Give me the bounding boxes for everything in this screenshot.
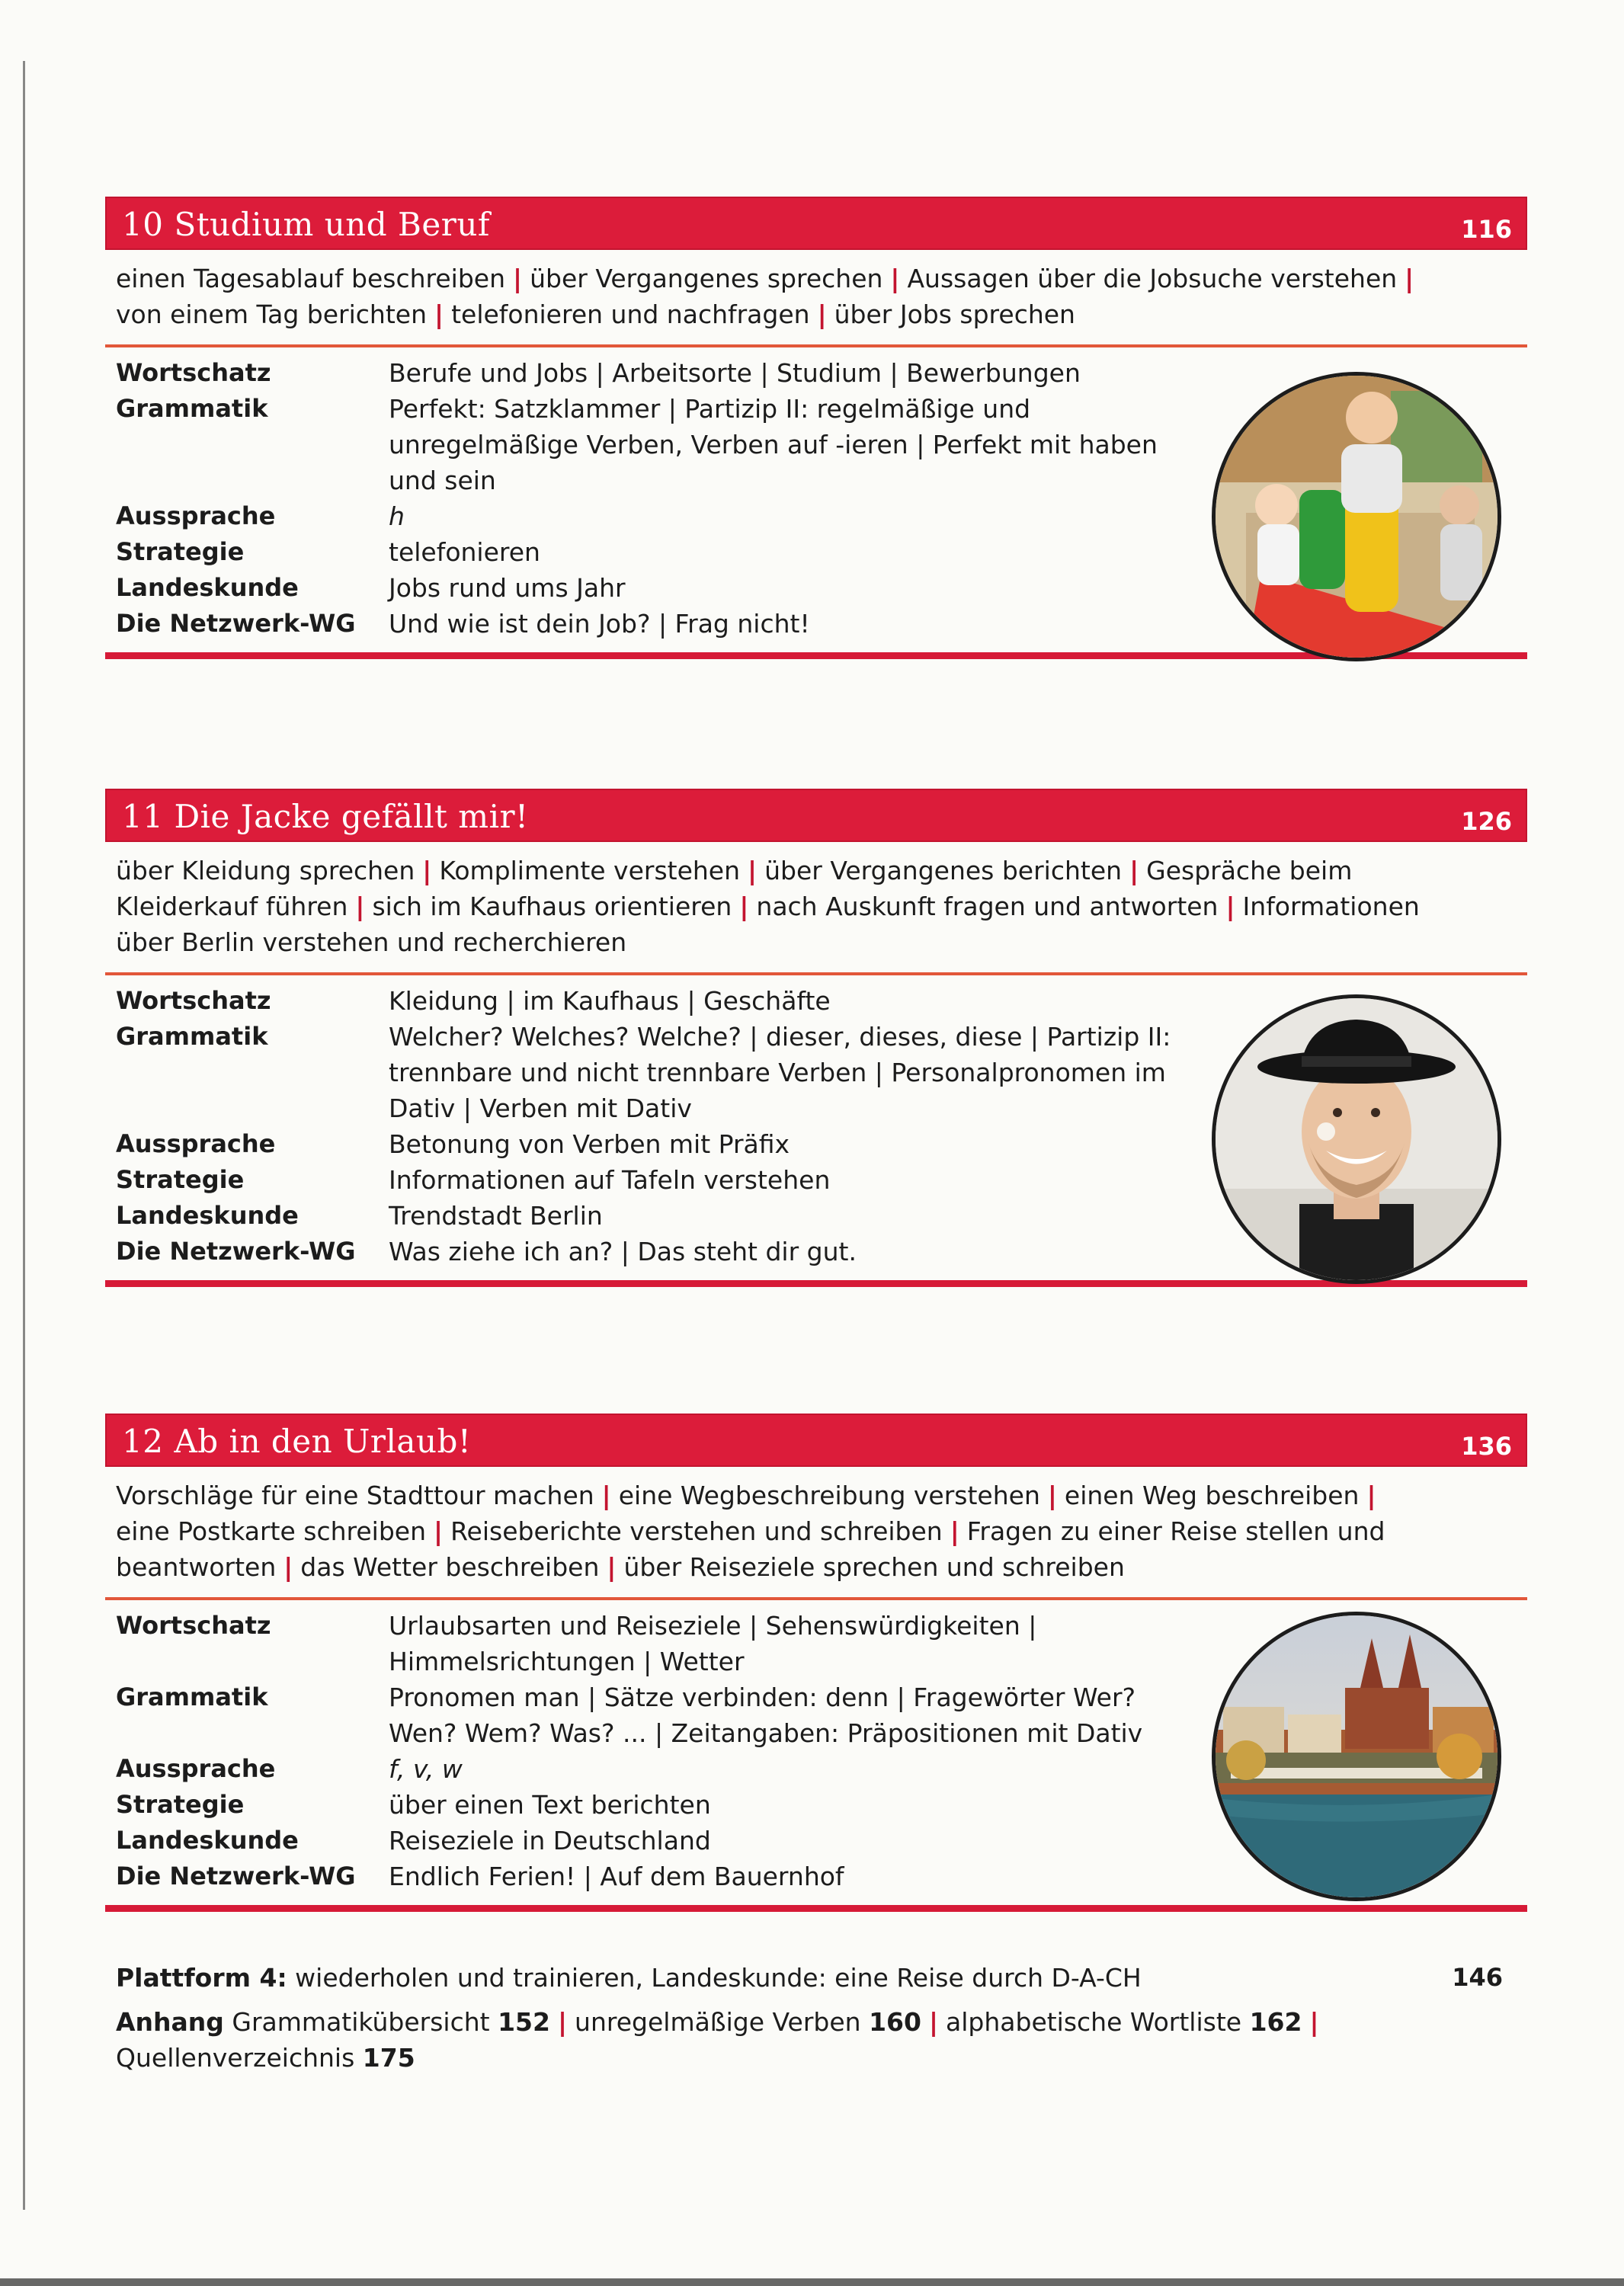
kindergarten-slide-photo bbox=[1212, 372, 1501, 661]
unit-12 bbox=[105, 1414, 1527, 1912]
row-strategie: Strategie Informationen auf Tafeln verstehen bbox=[116, 1165, 831, 1195]
page-bottom-edge bbox=[0, 2278, 1624, 2286]
unit-10 bbox=[105, 197, 1527, 659]
unit-page-number: 126 bbox=[1461, 807, 1512, 836]
unit-header bbox=[105, 197, 1527, 250]
row-aussprache: Aussprache h bbox=[116, 501, 405, 531]
unit-page-number: 136 bbox=[1461, 1432, 1512, 1461]
anhang-label: Anhang bbox=[116, 2007, 224, 2037]
unit-goals: einen Tagesablauf beschreiben | über Vergangenes sprechen | Aussagen über die Jobsuche verstehen | von einem Tag berichten | telefonieren und nachfragen | über Jobs sprechen bbox=[116, 264, 1414, 329]
row-strategie: Strategie telefonieren bbox=[116, 537, 540, 567]
row-grammatik: Grammatik Perfekt: Satzklammer | Partizip II: regelmäßige und unregelmäßige Verben, Verben auf -ieren | Perfekt mit haben und sein bbox=[116, 394, 1158, 495]
row-wortschatz: Wortschatz Berufe und Jobs | Arbeitsorte | Studium | Bewerbungen bbox=[116, 358, 1081, 388]
row-netzwerk-wg: Die Netzwerk-WG Was ziehe ich an? | Das steht dir gut. bbox=[116, 1237, 857, 1266]
unit-title: 12 Ab in den Urlaub! bbox=[122, 1423, 472, 1460]
unit-11 bbox=[105, 789, 1527, 1287]
unit-page-number: 116 bbox=[1461, 215, 1512, 244]
unit-header bbox=[105, 1414, 1527, 1467]
divider bbox=[105, 972, 1527, 975]
plattform-line bbox=[116, 1960, 1518, 1996]
unit-goals: Vorschläge für eine Stadttour machen | eine Wegbeschreibung verstehen | einen Weg beschreiben | eine Postkarte schreiben | Reiseberichte verstehen und schreiben | Fragen zu einer Reise stellen und beantworten | das Wetter beschreiben | über Reiseziele sprechen und schreiben bbox=[116, 1481, 1385, 1582]
row-landeskunde: Landeskunde Jobs rund ums Jahr bbox=[116, 573, 626, 603]
section-end-rule bbox=[105, 1280, 1527, 1287]
row-wortschatz: Wortschatz Urlaubsarten und Reiseziele | Sehenswürdigkeiten | Himmelsrichtungen | Wetter bbox=[116, 1611, 1037, 1676]
row-aussprache: Aussprache f, v, w bbox=[116, 1754, 463, 1784]
row-grammatik: Grammatik Pronomen man | Sätze verbinden: denn | Fragewörter Wer? Wen? Wem? Was? ... | Zeitangaben: Präpositionen mit Dativ bbox=[116, 1682, 1143, 1748]
page-binding-edge bbox=[23, 61, 25, 2210]
row-netzwerk-wg: Die Netzwerk-WG Und wie ist dein Job? | Frag nicht! bbox=[116, 609, 810, 639]
man-with-hat-photo bbox=[1212, 994, 1501, 1284]
plattform-text: wiederholen und trainieren, Landeskunde: eine Reise durch D-A-CH bbox=[295, 1963, 1142, 1993]
divider bbox=[105, 1597, 1527, 1600]
unit-header bbox=[105, 789, 1527, 842]
row-aussprache: Aussprache Betonung von Verben mit Präfix bbox=[116, 1129, 790, 1159]
row-grammatik: Grammatik Welcher? Welches? Welche? | dieser, dieses, diese | Partizip II: trennbare und nicht trennbare Verben | Personalpronomen im Dativ | Verben mit Dativ bbox=[116, 1022, 1171, 1123]
cathedral-river-photo bbox=[1212, 1612, 1501, 1901]
unit-title: 10 Studium und Beruf bbox=[122, 206, 490, 243]
row-landeskunde: Landeskunde Trendstadt Berlin bbox=[116, 1201, 603, 1231]
section-end-rule bbox=[105, 1905, 1527, 1912]
anhang-block: Anhang Grammatikübersicht 152 | unregelmäßige Verben 160 | alphabetische Wortliste 162 | Quellenverzeichnis 175 bbox=[116, 2007, 1319, 2073]
plattform-page-number: 146 bbox=[1452, 1963, 1503, 1992]
unit-title: 11 Die Jacke gefällt mir! bbox=[122, 798, 529, 835]
plattform-label: Plattform 4: bbox=[116, 1963, 287, 1993]
row-strategie: Strategie über einen Text berichten bbox=[116, 1790, 711, 1820]
row-landeskunde: Landeskunde Reiseziele in Deutschland bbox=[116, 1826, 711, 1855]
row-netzwerk-wg: Die Netzwerk-WG Endlich Ferien! | Auf dem Bauernhof bbox=[116, 1862, 844, 1891]
row-wortschatz: Wortschatz Kleidung | im Kaufhaus | Geschäfte bbox=[116, 986, 831, 1016]
unit-goals: über Kleidung sprechen | Komplimente verstehen | über Vergangenes berichten | Gespräche beim Kleiderkauf führen | sich im Kaufhaus orientieren | nach Auskunft fragen und antworten | Informationen über Berlin verstehen und recherchieren bbox=[116, 856, 1420, 957]
divider bbox=[105, 344, 1527, 347]
